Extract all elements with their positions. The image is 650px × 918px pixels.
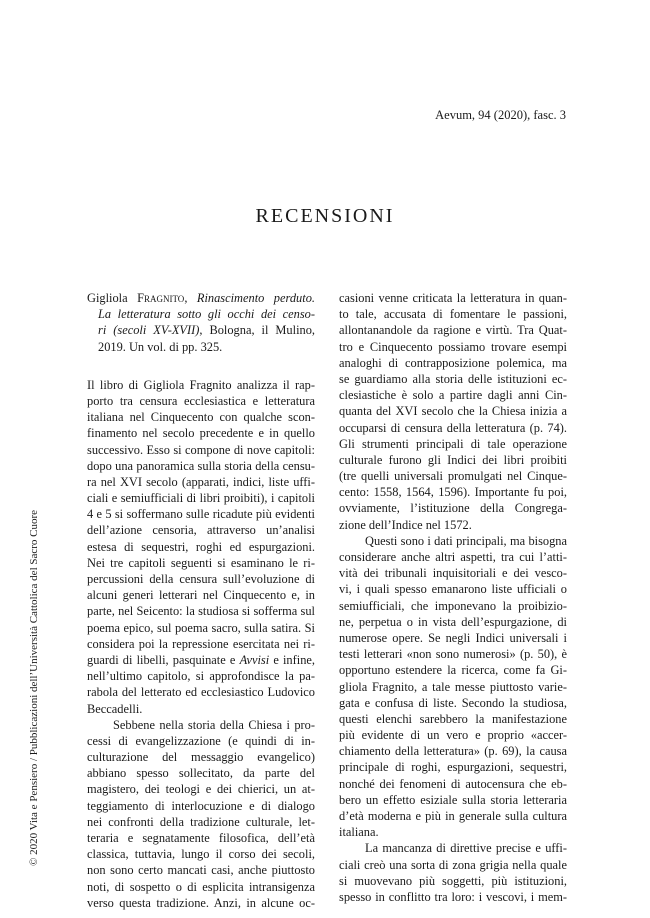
text-line: zione dell’Indice nel 1572. [339,517,472,532]
right-column [339,290,567,905]
text-line: alcuni generi letterari nel Cinquecento e, in [87,588,315,603]
text-line: questi elenchi sarebbero la manifestazione [339,711,567,726]
text-line: (tre quelli universali promulgati nel Cinque- [339,469,567,484]
text-line: classica, tuttavia, lungo il corso dei secoli, [87,847,315,862]
text-line: spesso in conflitto tra loro: i vescovi, i mem- [339,889,567,904]
text-line: Sebbene nella storia della Chiesa i pro- [113,717,315,732]
text-line: dopo una panoramica sulla storia della censu- [87,458,315,473]
text-line: principale di roghi, espurgazioni, sequestri, [339,760,567,775]
text-line: gata e confusa di liste. Secondo la studiosa, [339,695,567,710]
text-line: non sono certo mancati casi, anche piuttosto [87,863,315,878]
text-line: ovviamente, l’istituzione della Congrega- [339,501,567,516]
text-line: Nei tre capitoli seguenti si esaminano le ri- [87,555,315,570]
text-line: vità dei tribunali inquisitoriali e dei vesco- [339,566,567,581]
text-line: si muovevano più soggetti, più istituzioni, [339,873,567,888]
text-line: chiamento della letteratura» (p. 69), la causa [339,744,567,759]
italic-term: Avvisi [239,652,270,667]
text-line: considerare anche altri aspetti, tra cui l’atti- [339,550,567,564]
text-line: dell’azione censoria, attraverso un’analisi [87,523,315,538]
citation-line: Gigliola Fragnito, Rinascimento perduto. [87,291,315,305]
text-line: teraria e segnatamente filosofica, dell’età [87,831,315,845]
text-line: occuparsi di censura della letteratura (p. 74). [339,420,567,435]
text-line: casioni venne criticata la letteratura in quan- [339,291,567,305]
copyright-notice: © 2020 Vita e Pensiero / Pubblicazioni dell’Università Cattolica del Sacro Cuore [28,509,40,866]
text-line: opportuno estendere la ricerca, come fa Gi- [339,663,567,678]
text-line: verso questa tradizione. Anzi, in alcune oc- [87,895,315,910]
text-line: poema epico, sul poema sacro, sulla satira. Si [87,620,315,635]
text-line: allontanandole da ragione e virtù. Tra Quat- [339,323,567,338]
text-line: vi, i quali spesso emanarono liste ufficiali o [339,582,567,597]
text-line: cento: 1558, 1564, 1596). Importante fu poi, [339,485,567,500]
text-line: La mancanza di direttive precise e uffi- [365,841,567,856]
text-line [87,652,315,668]
text-line: to tale, accusata di fomentare le passioni, [339,307,567,322]
text-line: magistero, dei teologi e dei chierici, un at- [87,782,315,797]
text-line: ciali creò una sorta di zona grigia nella quale [339,857,567,872]
book-citation [87,290,315,355]
text-line: 4 e 5 si soffermano sulle ricadute più evidenti [87,507,315,522]
text-line: cessi di evangelizzazione (e quindi di in- [87,733,315,748]
author-first-name: Gigliola [87,291,128,305]
text-line: parte, nel Seicento: la studiosa si sofferma sul [87,604,315,619]
text-line: culturazione del messaggio evangelico) [87,750,315,765]
text-span: e infine, [269,652,315,667]
citation-line: 2019. Un vol. di pp. 325. [98,339,223,354]
text-line: nell’ultimo capitolo, si approfondisce la pa- [87,669,315,684]
text-line: teggiamento di interlocuzione e di dialogo [87,798,315,813]
text-line: d’età moderna e più in generale sulla cultura [339,809,567,823]
text-line: ciali e semiufficiali di libri proibiti), i capitoli [87,491,315,506]
book-title-part: La letteratura sotto gli occhi dei censo- [98,307,315,322]
text-line: italiana nel Cinquecento con qualche scon- [87,410,315,425]
text-line: bero un effetto esiziale sulla storia letteraria [339,792,567,807]
text-line: italiana. [339,825,379,840]
text-line: numerose opere. Se negli Indici universali i [339,630,567,645]
citation-line [87,322,315,338]
text-line: Beccadelli. [87,701,143,716]
text-line: analoghi di contrapposizione polemica, ma [339,355,567,370]
text-line: estesa di sequestri, roghi ed espurgazioni. [87,539,315,554]
text-line: gliola Fragnito, a tale messe piuttosto varie- [339,679,567,694]
text-line: Il libro di Gigliola Fragnito analizza il rap- [87,377,315,392]
text-line: più evidente di un vero e proprio «accer- [339,728,567,743]
text-line: rabola del letterato ed ecclesiastico Ludovico [87,685,315,700]
text-line: se guardiamo alla storia delle istituzioni ec- [339,371,567,386]
text-span: guardi di libelli, pasquinate e [87,652,236,667]
text-line: abbiano spesso sollecitato, da parte del [87,766,315,781]
text-line: porto tra censura ecclesiastica e letteratura [87,393,315,408]
text-line: nei confronti della tradizione culturale, let- [87,814,315,829]
citation-line [87,306,315,322]
publication-info: , Bologna, il Mulino, [199,323,315,338]
text-line: clesiastiche è solo a partire dagli anni Cin- [339,388,567,403]
left-column [87,290,315,911]
text-line: successivo. Esso si compone di nove capitoli: [87,442,315,457]
text-line: culturale furono gli Indici dei libri proibiti [339,452,567,467]
text-line: tro e Cinquecento possiamo trovare esempi [339,339,567,354]
text-line: Gli strumenti principali di tale operazione [339,436,567,451]
text-line: finamento nel secolo precedente e in quello [87,426,315,441]
text-line: ne, perpetua o in vista dell’espurgazione, di [339,614,567,629]
review-text [87,377,315,911]
text-line: considera poi la repressione esercitata nei ri- [87,636,315,651]
text-line: quanta del XVI secolo che la Chiesa inizia a [339,404,567,419]
text-line: testi letterari «non sono numerosi» (p. 50), è [339,647,567,662]
section-title: RECENSIONI [255,205,395,227]
text-line: semiufficiali, che imponevano la proibizio- [339,598,567,613]
text-line: ra nel XVI secolo (apparati, indici, liste uffi- [87,474,315,489]
text-line: percussioni della censura sull’evoluzione di [87,572,315,586]
text-line: Questi sono i dati principali, ma bisogna [365,533,567,548]
book-title-part: Rinascimento perduto. [196,291,315,305]
running-head: Aevum, 94 (2020), fasc. 3 [435,108,566,122]
text-line: noti, di sospetto o di esplicita intransigenza [87,879,315,894]
text-line: nonché dei fenomeni di autocensura che eb- [339,776,567,791]
book-title-part: ri (secoli XV-XVII) [98,323,200,338]
author-last-name: Fragnito [137,291,185,305]
